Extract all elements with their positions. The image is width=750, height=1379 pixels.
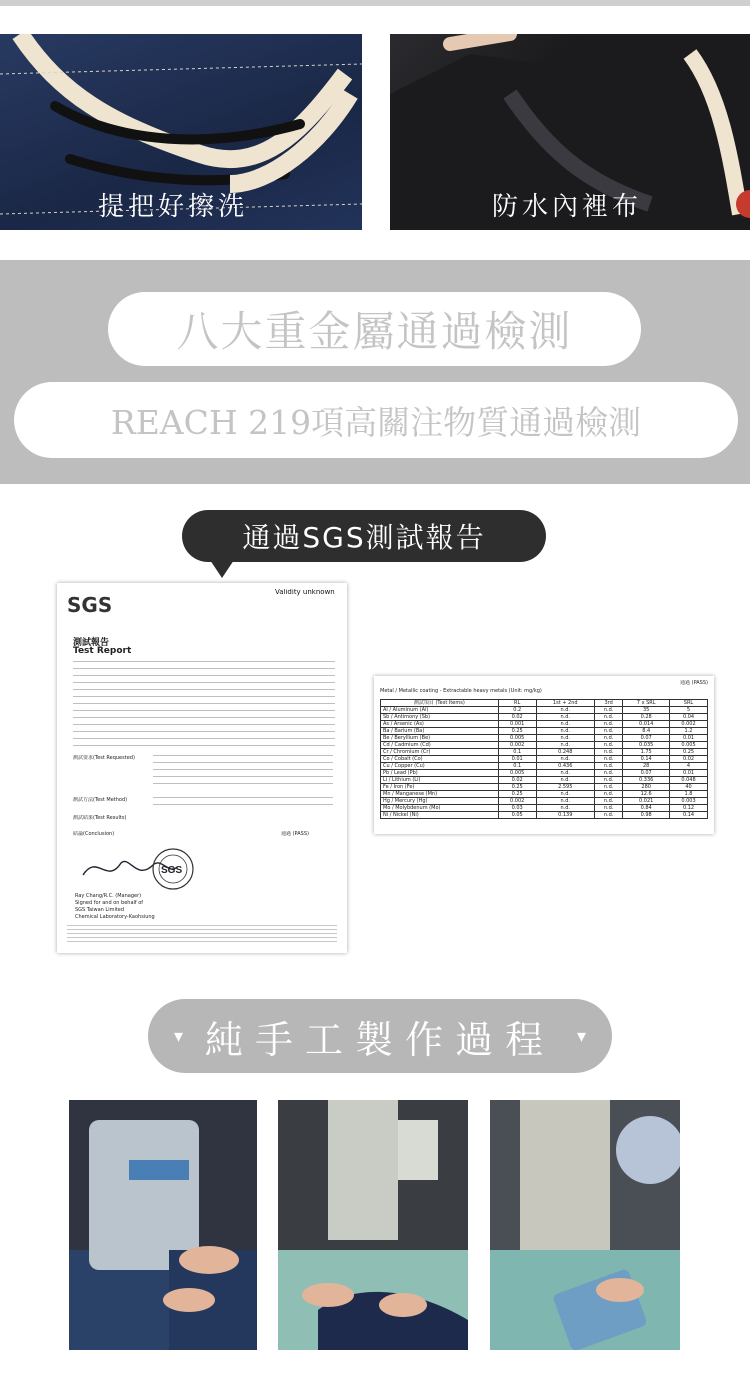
table-cell: 0.002: [498, 798, 536, 805]
photo-handles: [0, 34, 362, 230]
table-cell: Ba / Barium (Ba): [381, 728, 499, 735]
caption-lining: 防水內裡布: [492, 192, 643, 222]
table-cell: n.d.: [594, 763, 623, 770]
table-cell: n.d.: [536, 742, 594, 749]
report-validity: Validity unknown: [275, 589, 335, 596]
table-cell: 0.01: [498, 756, 536, 763]
photo-sewing-1: [69, 1100, 257, 1350]
table-cell: 8.4: [623, 728, 670, 735]
table-row: [381, 763, 708, 770]
photo-sewing-2: [278, 1100, 468, 1350]
label-test-method: 測試方法(Test Method): [73, 797, 128, 803]
table-cell: Cu / Copper (Cu): [381, 763, 499, 770]
table-cell: Fe / Iron (Fe): [381, 784, 499, 791]
table-cell: 0.05: [498, 812, 536, 819]
photo-sewing-3: [490, 1100, 680, 1350]
caption-handles: 提把好擦洗: [98, 192, 249, 222]
metals-pass: 通過 (PASS): [680, 680, 708, 686]
signature-and-stamp: [77, 845, 207, 893]
table-row: [381, 777, 708, 784]
table-cell: 0.139: [536, 812, 594, 819]
table-cell: Sb / Antimony (Sb): [381, 714, 499, 721]
table-cell: 0.2: [498, 707, 536, 714]
handmade-pill: [148, 999, 612, 1073]
th-rl: RL: [498, 700, 536, 707]
table-cell: n.d.: [594, 735, 623, 742]
sewing-2-illustration: [278, 1100, 468, 1350]
report-title-en: Test Report: [73, 646, 132, 656]
table-cell: 0.01: [670, 770, 708, 777]
signer-name: Ray Chang/R.C. (Manager): [75, 893, 142, 899]
table-cell: n.d.: [594, 805, 623, 812]
banner-line2: REACH 219項高關注物質通過檢測: [110, 402, 642, 442]
table-cell: 0.25: [498, 784, 536, 791]
sgs-report: [57, 583, 347, 953]
handmade-title: 純手工製作過程: [204, 1017, 555, 1062]
callout-pointer: [210, 560, 234, 578]
signer-note: Signed for and on behalf of: [75, 900, 144, 906]
table-row: [381, 742, 708, 749]
banner-line1: 八大重金屬通過檢測: [176, 307, 573, 356]
table-cell: 0.1: [498, 749, 536, 756]
table-cell: 0.021: [623, 798, 670, 805]
table-row: [381, 749, 708, 756]
table-cell: 1.8: [670, 791, 708, 798]
label-test-requested: 測試要求(Test Requested): [73, 755, 135, 761]
table-cell: 0.002: [498, 742, 536, 749]
test-requested-lines: [153, 755, 333, 789]
table-cell: 0.01: [670, 735, 708, 742]
table-cell: 2.595: [536, 784, 594, 791]
table-cell: n.d.: [594, 791, 623, 798]
th-third: 3rd: [594, 700, 623, 707]
signer-company: SGS Taiwan Limited: [75, 907, 125, 913]
table-cell: n.d.: [594, 749, 623, 756]
table-cell: Hg / Mercury (Hg): [381, 798, 499, 805]
table-cell: 0.336: [623, 777, 670, 784]
table-cell: n.d.: [594, 812, 623, 819]
table-row: [381, 798, 708, 805]
conclusion-value: 通過 (PASS): [281, 831, 309, 837]
table-row: [381, 812, 708, 819]
table-row: [381, 805, 708, 812]
banner-pill-metals: [108, 292, 641, 366]
table-cell: n.d.: [594, 784, 623, 791]
chevron-down-icon: ▾: [173, 1025, 183, 1047]
table-cell: n.d.: [594, 798, 623, 805]
table-cell: 0.14: [623, 756, 670, 763]
table-cell: 0.25: [670, 749, 708, 756]
table-cell: 4: [670, 763, 708, 770]
table-cell: n.d.: [536, 714, 594, 721]
table-cell: 0.25: [498, 791, 536, 798]
table-row: [381, 728, 708, 735]
th-first: 1st + 2nd: [536, 700, 594, 707]
table-cell: 35: [623, 707, 670, 714]
table-row: [381, 714, 708, 721]
metals-header-row: [381, 700, 708, 707]
svg-text:SGS: SGS: [161, 865, 183, 876]
table-cell: Cr / Chromium (Cr): [381, 749, 499, 756]
table-cell: n.d.: [536, 770, 594, 777]
test-banner: [0, 260, 750, 484]
table-cell: 5: [670, 707, 708, 714]
th-items: 測試項目 (Test Items): [381, 700, 499, 707]
table-cell: Cd / Cadmium (Cd): [381, 742, 499, 749]
top-strip: [0, 0, 750, 6]
table-cell: 0.003: [670, 798, 708, 805]
table-cell: n.d.: [594, 742, 623, 749]
table-cell: Ni / Nickel (Ni): [381, 812, 499, 819]
signer-dept: Chemical Laboratory-Kaohsiung: [75, 914, 155, 920]
table-cell: 0.005: [498, 770, 536, 777]
table-cell: 28: [623, 763, 670, 770]
table-cell: 0.1: [498, 763, 536, 770]
table-cell: Li / Lithium (Li): [381, 777, 499, 784]
table-row: [381, 756, 708, 763]
table-cell: Mn / Manganese (Mn): [381, 791, 499, 798]
metals-heading: Metal / Metallic coating - Extractable heavy metals (Unit: mg/kg): [380, 688, 542, 694]
table-cell: Pb / Lead (Pb): [381, 770, 499, 777]
table-row: [381, 770, 708, 777]
table-cell: 0.001: [498, 721, 536, 728]
table-row: [381, 791, 708, 798]
table-cell: 0.28: [623, 714, 670, 721]
metals-table-body: [381, 707, 708, 819]
table-cell: n.d.: [536, 735, 594, 742]
sewing-3-illustration: [490, 1100, 680, 1350]
sgs-callout-text: 通過SGS測試報告: [242, 521, 486, 554]
table-cell: 0.048: [670, 777, 708, 784]
table-cell: n.d.: [536, 728, 594, 735]
chevron-down-icon: ▾: [577, 1025, 587, 1047]
table-cell: n.d.: [536, 798, 594, 805]
table-cell: 0.07: [623, 735, 670, 742]
sewing-1-illustration: [69, 1100, 257, 1350]
report-footer-lines: [67, 925, 337, 945]
table-cell: 0.436: [536, 763, 594, 770]
table-cell: n.d.: [536, 721, 594, 728]
table-cell: n.d.: [536, 707, 594, 714]
table-cell: 0.02: [498, 777, 536, 784]
table-cell: Co / Cobalt (Co): [381, 756, 499, 763]
table-cell: n.d.: [536, 805, 594, 812]
table-cell: 0.14: [670, 812, 708, 819]
table-cell: 0.25: [498, 728, 536, 735]
table-cell: n.d.: [594, 756, 623, 763]
metals-table: [380, 699, 708, 819]
test-method-lines: [153, 797, 333, 809]
table-cell: 1.2: [670, 728, 708, 735]
table-cell: 280: [623, 784, 670, 791]
table-cell: 12.6: [623, 791, 670, 798]
table-cell: 0.005: [670, 742, 708, 749]
sgs-logo: SGS: [67, 593, 113, 617]
table-cell: Be / Beryllium (Be): [381, 735, 499, 742]
table-cell: n.d.: [594, 728, 623, 735]
table-cell: n.d.: [594, 707, 623, 714]
table-cell: n.d.: [594, 721, 623, 728]
table-cell: n.d.: [594, 770, 623, 777]
th-7srl: 7 x SRL: [623, 700, 670, 707]
table-cell: 0.02: [498, 714, 536, 721]
report-title-cn: 測試報告: [73, 638, 110, 648]
table-cell: Al / Aluminum (Al): [381, 707, 499, 714]
table-cell: 0.005: [498, 735, 536, 742]
table-cell: 0.84: [623, 805, 670, 812]
table-row: [381, 784, 708, 791]
table-row: [381, 707, 708, 714]
th-srl: SRL: [670, 700, 708, 707]
metals-report: [374, 676, 714, 834]
report-body-lines: [73, 661, 335, 751]
table-cell: 40: [670, 784, 708, 791]
table-cell: 0.035: [623, 742, 670, 749]
banner-pill-reach: [14, 382, 738, 458]
table-cell: Mo / Molybdenum (Mo): [381, 805, 499, 812]
table-cell: n.d.: [594, 714, 623, 721]
table-cell: 0.014: [623, 721, 670, 728]
label-conclusion: 結論(Conclusion): [73, 831, 115, 837]
sgs-callout: [182, 510, 546, 562]
table-cell: n.d.: [536, 777, 594, 784]
table-cell: 0.002: [670, 721, 708, 728]
table-cell: 0.02: [670, 756, 708, 763]
label-test-results: 測試結果(Test Results): [73, 815, 127, 821]
table-cell: 0.12: [670, 805, 708, 812]
table-cell: 0.07: [623, 770, 670, 777]
table-cell: 0.98: [623, 812, 670, 819]
table-cell: As / Arsenic (As): [381, 721, 499, 728]
table-cell: 0.03: [498, 805, 536, 812]
photo-lining: [390, 34, 750, 230]
table-row: [381, 735, 708, 742]
table-cell: 1.75: [623, 749, 670, 756]
table-cell: n.d.: [536, 756, 594, 763]
table-row: [381, 721, 708, 728]
table-cell: n.d.: [536, 791, 594, 798]
table-cell: 0.248: [536, 749, 594, 756]
table-cell: 0.04: [670, 714, 708, 721]
table-cell: n.d.: [594, 777, 623, 784]
